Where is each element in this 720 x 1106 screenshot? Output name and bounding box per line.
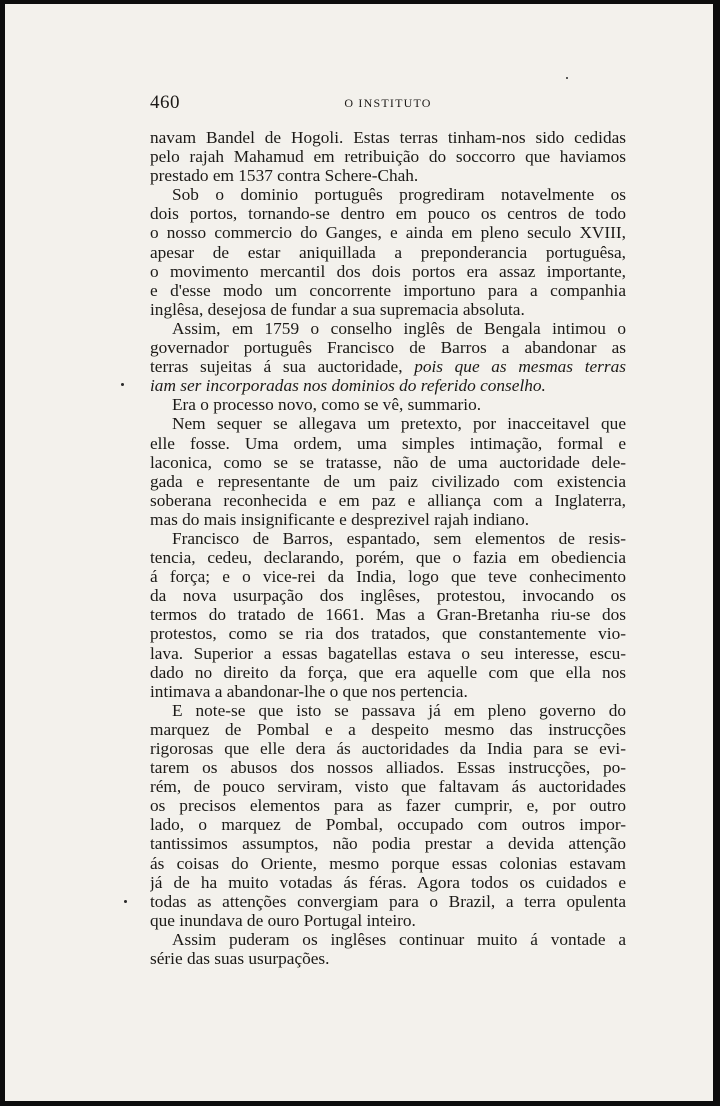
text-line bbox=[150, 796, 626, 815]
text-line bbox=[150, 453, 626, 472]
text-line bbox=[150, 873, 626, 892]
running-head bbox=[150, 92, 626, 118]
text-line-roman: rigorosas que elle dera ás auctoridades da India para se evi- bbox=[150, 739, 626, 758]
text-line bbox=[150, 701, 626, 720]
text-line bbox=[150, 185, 626, 204]
text-line bbox=[150, 586, 626, 605]
text-line-roman: série das suas usurpações. bbox=[150, 949, 330, 969]
text-line-roman: tencia, cedeu, declarando, porém, que o fazia em obediencia bbox=[150, 548, 626, 568]
page-number: 460 bbox=[150, 92, 180, 113]
text-line-roman: já de ha muito votadas ás féras. Agora todos os cuidados e bbox=[150, 872, 626, 892]
text-line-roman: mas do mais insignificante e desprezivel rajah indiano. bbox=[150, 509, 530, 529]
text-line bbox=[150, 682, 626, 701]
text-line bbox=[150, 911, 626, 930]
text-line-italic: iam ser incorporadas nos dominios do referido conselho. bbox=[150, 376, 546, 396]
text-line bbox=[150, 281, 626, 300]
text-line bbox=[150, 644, 626, 663]
text-line-roman: lado, o marquez de Pombal, occupado com outros impor- bbox=[150, 815, 626, 835]
text-line bbox=[150, 147, 626, 166]
text-line bbox=[150, 930, 626, 949]
text-line bbox=[150, 777, 626, 796]
text-line-roman: gada e representante de um paiz civilizado com existencia bbox=[150, 471, 626, 491]
text-line bbox=[150, 605, 626, 624]
text-line-roman: elle fosse. Uma ordem, uma simples intimação, formal e bbox=[150, 433, 626, 453]
text-line-roman: lava. Superior a essas bagatellas estava o seu interesse, escu- bbox=[150, 643, 626, 663]
text-line-roman: apesar de estar aniquillada a preponderancia portuguêsa, bbox=[150, 242, 626, 262]
text-line-roman: rém, de pouco serviram, visto que faltavam ás auctoridades bbox=[150, 777, 626, 797]
text-line bbox=[150, 529, 626, 548]
text-line bbox=[150, 491, 626, 510]
text-line bbox=[150, 243, 626, 262]
text-line-roman: E note-se que isto se passava já em pleno governo do bbox=[172, 700, 626, 720]
text-line bbox=[150, 472, 626, 491]
text-line-roman: inglêsa, desejosa de fundar a sua supremacia absoluta. bbox=[150, 299, 525, 319]
text-line-roman: terras sujeitas á sua auctoridade, bbox=[150, 357, 415, 377]
text-line bbox=[150, 834, 626, 853]
text-line bbox=[150, 854, 626, 873]
journal-title: O INSTITUTO bbox=[344, 96, 432, 110]
text-line-roman: e d'esse modo um concorrente importuno para a companhia bbox=[150, 280, 626, 300]
text-line-roman: soberana reconhecida e em paz e alliança com a Inglaterra, bbox=[150, 490, 626, 510]
text-line bbox=[150, 319, 626, 338]
text-line-roman: todas as attenções convergiam para o Brazil, a terra opulenta bbox=[150, 891, 626, 911]
text-line-roman: Nem sequer se allegava um pretexto, por inacceitavel que bbox=[172, 414, 626, 434]
text-line-roman: que inundava de ouro Portugal inteiro. bbox=[150, 910, 416, 930]
print-speck bbox=[566, 77, 568, 79]
text-line-roman: prestado em 1537 contra Schere-Chah. bbox=[150, 166, 419, 186]
text-line-roman: laconica, como se se tratasse, não de uma auctoridade dele- bbox=[150, 452, 626, 472]
text-line-roman: dado no direito da força, que era aquelle com que ella nos bbox=[150, 662, 626, 682]
text-line bbox=[150, 414, 626, 433]
text-line-roman: termos do tratado de 1661. Mas a Gran-Bretanha riu-se dos bbox=[150, 605, 626, 625]
text-line bbox=[150, 663, 626, 682]
text-line-roman: pelo rajah Mahamud em retribuição do soccorro que haviamos bbox=[150, 147, 626, 167]
text-line-roman: á força; e o vice-rei da India, logo que teve conhecimento bbox=[150, 567, 626, 587]
text-line-roman: Era o processo novo, como se vê, summario. bbox=[172, 395, 482, 415]
text-line bbox=[150, 510, 626, 529]
text-line bbox=[150, 739, 626, 758]
text-line bbox=[150, 128, 626, 147]
text-line-roman: protestos, como se ria dos tratados, que constantemente vio- bbox=[150, 624, 626, 644]
text-line-roman: Francisco de Barros, espantado, sem elementos de resis- bbox=[172, 528, 626, 548]
text-line-roman: Assim puderam os inglêses continuar muito á vontade a bbox=[172, 929, 626, 949]
text-line bbox=[150, 262, 626, 281]
text-line-roman: tantissimos assumptos, não podia prestar a devida attenção bbox=[150, 834, 626, 854]
text-line-roman: Assim, em 1759 o conselho inglês de Bengala intimou o bbox=[172, 318, 626, 338]
text-line-roman: dois portos, tornando-se dentro em pouco os centros de todo bbox=[150, 204, 626, 224]
book-page bbox=[150, 92, 626, 968]
print-speck bbox=[121, 383, 124, 386]
text-line bbox=[150, 949, 626, 968]
text-line-roman: marquez de Pombal e a despeito mesmo das instrucções bbox=[150, 719, 626, 739]
body-text bbox=[150, 128, 626, 968]
text-line-roman: o nosso commercio do Ganges, e ainda em pleno seculo XVIII, bbox=[150, 223, 626, 243]
text-line-roman: os precisos elementos para as fazer cumprir, e, por outro bbox=[150, 796, 626, 816]
text-line bbox=[150, 624, 626, 643]
print-speck bbox=[124, 900, 127, 903]
text-line bbox=[150, 166, 626, 185]
text-line bbox=[150, 395, 626, 414]
text-line-roman: intimava a abandonar-lhe o que nos pertencia. bbox=[150, 681, 468, 701]
text-line bbox=[150, 434, 626, 453]
text-line-roman: governador português Francisco de Barros a abandonar as bbox=[150, 338, 626, 358]
text-line bbox=[150, 720, 626, 739]
text-line bbox=[150, 338, 626, 357]
text-line bbox=[150, 548, 626, 567]
text-line-roman: ás coisas do Oriente, mesmo porque essas colonias estavam bbox=[150, 853, 626, 873]
text-line bbox=[150, 223, 626, 242]
text-line-roman: tarem os abusos dos nossos alliados. Essas instrucções, po- bbox=[150, 758, 626, 778]
text-line-roman: navam Bandel de Hogoli. Estas terras tinham-nos sido cedidas bbox=[150, 128, 626, 147]
text-line bbox=[150, 567, 626, 586]
text-line bbox=[150, 815, 626, 834]
text-line bbox=[150, 758, 626, 777]
text-line bbox=[150, 892, 626, 911]
text-line bbox=[150, 204, 626, 223]
text-line-roman: o movimento mercantil dos dois portos era assaz importante, bbox=[150, 261, 626, 281]
text-line-roman: da nova usurpação dos inglêses, protestou, invocando os bbox=[150, 586, 626, 606]
text-line bbox=[150, 357, 626, 376]
text-line-roman: Sob o dominio português progrediram notavelmente os bbox=[172, 185, 626, 205]
text-line bbox=[150, 300, 626, 319]
text-line bbox=[150, 376, 626, 395]
text-line-italic: pois que as mesmas terras bbox=[414, 357, 626, 377]
